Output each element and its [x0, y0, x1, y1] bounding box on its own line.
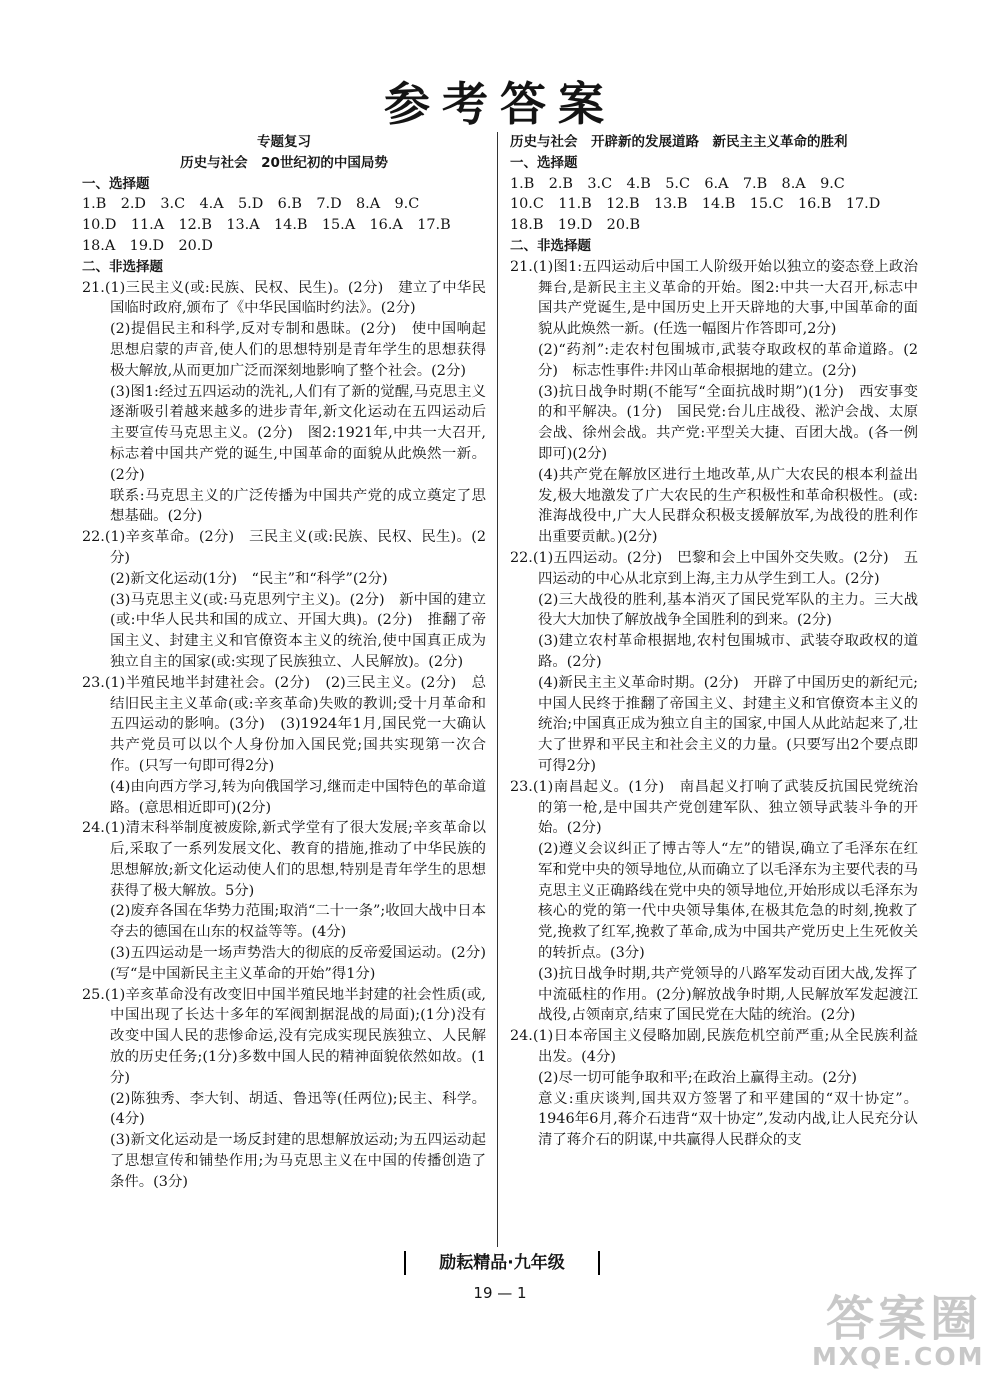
answer-row: 1.B 2.B 3.C 4.B 5.C 6.A 7.B 8.A 9.C	[510, 175, 845, 192]
answer-paragraph: (2)废弃各国在华势力范围;取消“二十一条”;收回大战中日本夺去的德国在山东的权益等等。(4分)	[110, 903, 486, 941]
answer-paragraph: (3)新文化运动是一场反封建的思想解放运动;为五四运动起了思想宣传和铺垫作用;为马克思主义在中国的传播创造了条件。(3分)	[110, 1132, 486, 1190]
answer-paragraph: (3)建立农村革命根据地,农村包围城市、武装夺取政权的道路。(2分)	[538, 633, 918, 670]
footer-brand: 励耘精品·九年级	[404, 1251, 600, 1275]
answer-paragraph: 23.(1)半殖民地半封建社会。(2分) (2)三民主义。(2分) 总结旧民主主义革命(或:辛亥革命)失败的教训;受十月革命和五四运动的影响。(3分) (3)1924年1月,国民党一大确认共产党员可以以个人身份加入国民党;国共实现第一次合作。(只写一句即可得2分)	[82, 674, 486, 774]
answer-paragraph: (3)抗日战争时期(不能写“全面抗战时期”)(1分) 西安事变的和平解决。(1分) 国民党:台儿庄战役、淞沪会战、太原会战、徐州会战。共产党:平型关大捷、百团大战。(各一例即可)(2分)	[538, 383, 918, 462]
answer-paragraph: 24.(1)日本帝国主义侵略加剧,民族危机空前严重;从全民族利益出发。(4分)	[510, 1028, 918, 1066]
left-column	[82, 132, 486, 1193]
answer-paragraph: 意义:重庆谈判,国共双方签署了和平建国的“双十协定”。1946年6月,蒋介石违背“双十协定”,发动内战,让人民充分认清了蒋介石的阴谋,中共赢得人民群众的支	[538, 1090, 918, 1149]
answer-paragraph: 21.(1)图1:五四运动后中国工人阶级开始以独立的姿态登上政治舞台,是新民主主义革命的开始。图2:中共一大召开,标志中国共产党诞生,是中国历史上开天辟地的大事,中国革命的面貌从此焕然一新。(任选一幅图片作答即可,2分)	[510, 258, 918, 338]
answer-paragraph: (3)抗日战争时期,共产党领导的八路军发动百团大战,发挥了中流砥柱的作用。(2分)解放战争时期,人民解放军发起渡江战役,占领南京,结束了国民党在大陆的统治。(2分)	[538, 965, 918, 1024]
answer-paragraph: (2)提倡民主和科学,反对专制和愚昧。(2分) 使中国响起思想启蒙的声音,使人们的思想特别是青年学生的思想获得极大解放,从而更加广泛而深刻地影响了整个社会。(2分)	[110, 321, 486, 379]
column-divider	[497, 132, 498, 1247]
answer-paragraph: 25.(1)辛亥革命没有改变旧中国半殖民地半封建的社会性质(或,中国出现了长达十多年的军阀割据混战的局面);(1分)没有改变中国人民的悲惨命运,没有完成实现民族独立、人民解放的历史任务;(1分)多数中国人民的精神面貌依然如故。(1分)	[82, 986, 486, 1086]
watermark-url: MXQE.COM	[812, 1342, 985, 1371]
answer-row: 10.C 11.B 12.B 13.B 14.B 15.C 16.B 17.D	[510, 196, 881, 213]
answer-paragraph: 22.(1)五四运动。(2分) 巴黎和会上中国外交失败。(2分) 五四运动的中心从北京到上海,主力从学生到工人。(2分)	[510, 549, 918, 587]
subheading: 二、非选择题	[82, 258, 163, 275]
answer-paragraph: 23.(1)南昌起义。(1分) 南昌起义打响了武装反抗国民党统治的第一枪,是中国共产党创建军队、独立领导武装斗争的开始。(2分)	[510, 778, 918, 837]
subheading: 一、选择题	[82, 175, 150, 192]
section-heading: 历史与社会 20世纪初的中国局势	[180, 154, 388, 171]
answer-row: 18.B 19.D 20.B	[510, 217, 641, 234]
answer-row: 18.A 19.D 20.D	[82, 237, 213, 254]
answer-paragraph: (4)由向西方学习,转为向俄国学习,继而走中国特色的革命道路。(意思相近即可)(2分)	[110, 778, 486, 816]
answer-paragraph: (2)陈独秀、李大钊、胡适、鲁迅等(任两位);民主、科学。(4分)	[110, 1090, 486, 1128]
answer-paragraph: (2)“药剂”:走农村包围城市,武装夺取政权的革命道路。(2分) 标志性事件:井冈山革命根据地的建立。(2分)	[538, 341, 918, 379]
answer-paragraph: 联系:马克思主义的广泛传播为中国共产党的成立奠定了思想基础。(2分)	[110, 487, 486, 525]
page-number: 19 — 1	[473, 1284, 527, 1302]
answer-paragraph: (3)图1:经过五四运动的洗礼,人们有了新的觉醒,马克思主义逐渐吸引着越来越多的进步青年,新文化运动在五四运动后主要宣传马克思主义。(2分) 图2:1921年,中共一大召开,标志着中国共产党的诞生,中国革命的面貌从此焕然一新。(2分)	[110, 383, 486, 483]
answer-paragraph: (2)尽一切可能争取和平;在政治上赢得主动。(2分)	[538, 1069, 858, 1086]
right-column	[510, 132, 918, 1151]
answer-paragraph: (2)三大战役的胜利,基本消灭了国民党军队的主力。三大战役大大加快了解放战争全国胜利的到来。(2分)	[538, 591, 918, 629]
answer-paragraph: 21.(1)三民主义(或:民族、民权、民生)。(2分) 建立了中华民国临时政府,颁布了《中华民国临时约法》。(2分)	[82, 279, 486, 317]
watermark	[812, 1291, 985, 1371]
answer-row: 1.B 2.D 3.C 4.A 5.D 6.B 7.D 8.A 9.C	[82, 196, 420, 213]
section-heading: 历史与社会 开辟新的发展道路 新民主主义革命的胜利	[510, 134, 848, 150]
answer-paragraph: (2)遵义会议纠正了博古等人“左”的错误,确立了毛泽东在红军和党中央的领导地位,从而确立了以毛泽东为主要代表的马克思主义正确路线在党中央的领导地位,开始形成以毛泽东为核心的党的第一代中央领导集体,在极其危急的时刻,挽救了党,挽救了红军,挽救了革命,成为中国共产党历史上生死攸关的转折点。(3分)	[538, 841, 918, 962]
watermark-main: 答案圈	[826, 1291, 983, 1347]
subheading: 一、选择题	[510, 154, 578, 171]
subheading: 二、非选择题	[510, 237, 591, 254]
answer-paragraph: (3)马克思主义(或:马克思列宁主义)。(2分) 新中国的建立(或:中华人民共和国的成立、开国大典)。(2分) 推翻了帝国主义、封建主义和官僚资本主义的统治,使中国真正成为独立自主的国家(或:实现了民族独立、人民解放)。(2分)	[110, 591, 486, 670]
answer-paragraph: 22.(1)辛亥革命。(2分) 三民主义(或:民族、民权、民生)。(2分)	[82, 529, 486, 566]
answer-paragraph: (4)共产党在解放区进行土地改革,从广大农民的根本利益出发,极大地激发了广大农民的生产积极性和革命积极性。(或:淮海战役中,广大人民群众积极支援解放军,为战役的胜利作出重要贡献。)(2分)	[538, 466, 918, 546]
answer-paragraph: (3)五四运动是一场声势浩大的彻底的反帝爱国运动。(2分)(写“是中国新民主主义革命的开始”得1分)	[110, 945, 486, 982]
page-title: 参考答案	[384, 77, 616, 131]
answer-row: 10.D 11.A 12.B 13.A 14.B 15.A 16.A 17.B	[82, 217, 451, 234]
answer-paragraph: 24.(1)清末科举制度被废除,新式学堂有了很大发展;辛亥革命以后,采取了一系列发展文化、教育的措施,推动了中华民族的思想解放;新文化运动使人们的思想,特别是青年学生的思想获得了极大解放。5分)	[82, 820, 486, 899]
section-label: 专题复习	[257, 134, 311, 150]
answer-paragraph: (2)新文化运动(1分) “民主”和“科学”(2分)	[110, 570, 388, 587]
answer-paragraph: (4)新民主主义革命时期。(2分) 开辟了中国历史的新纪元;中国人民终于推翻了帝国主义、封建主义和官僚资本主义的统治;中国真正成为独立自主的国家,中国人从此站起来了,壮大了世界和平民主和社会主义的力量。(只要写出2个要点即可得2分)	[538, 674, 918, 774]
